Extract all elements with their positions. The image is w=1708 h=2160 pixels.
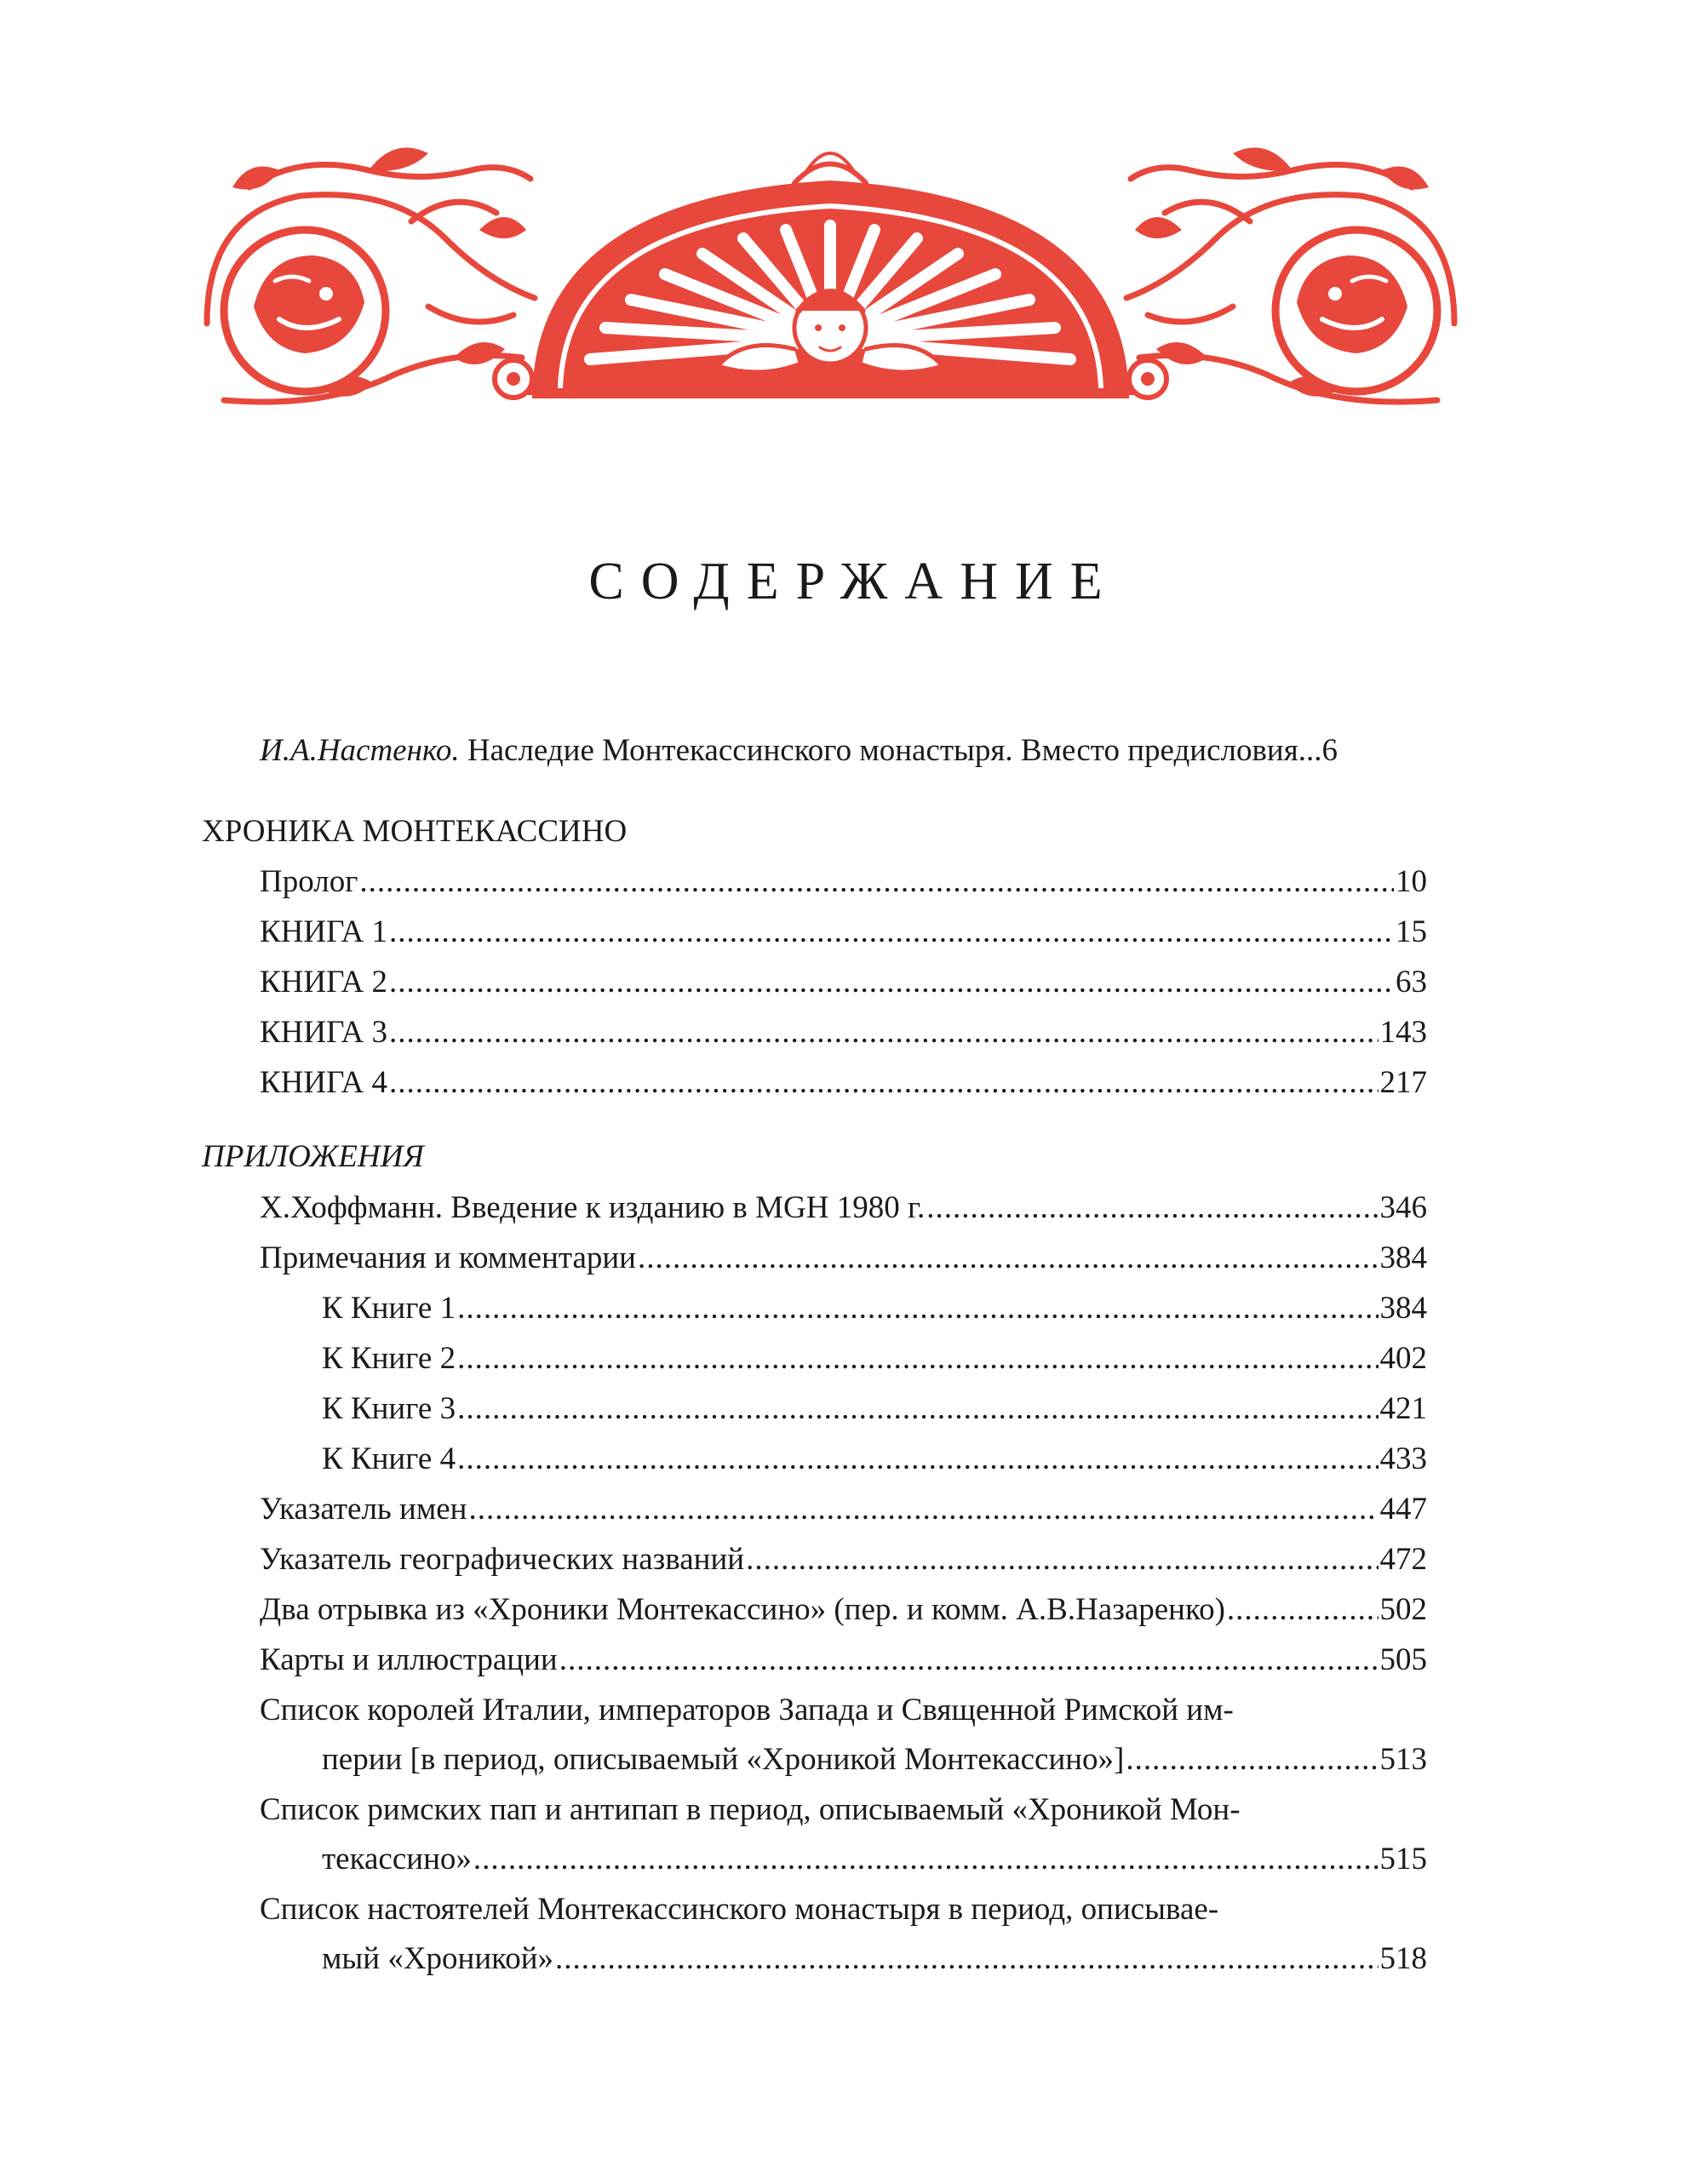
leader-dots	[746, 1535, 1378, 1584]
toc-entry-line1: Список настоятелей Монтекассинского монастыря в период, описывае-	[260, 1892, 1219, 1927]
toc-entry-page: 63	[1396, 965, 1427, 1000]
toc-entry-page: 143	[1379, 1015, 1427, 1050]
leader-dots	[359, 857, 1394, 907]
intro-text: Наследие Монтекассинского монастыря. Вместо предисловия	[459, 733, 1298, 768]
toc-entry-label: К Книге 3	[322, 1391, 456, 1426]
toc-entry-page: 505	[1379, 1642, 1427, 1677]
toc-entry-page: 502	[1379, 1592, 1427, 1627]
leader-dots	[1227, 1585, 1378, 1635]
leader-dots	[457, 1435, 1378, 1484]
intro-author: И.А.Настенко.	[260, 733, 460, 768]
leader-dots	[457, 1334, 1378, 1384]
leader-dots	[638, 1234, 1378, 1283]
toc-entry-label: КНИГА 4	[260, 1065, 387, 1100]
toc-entry-page: 518	[1379, 1941, 1427, 1976]
leader-dots	[468, 1485, 1378, 1534]
leader-dots	[389, 1058, 1378, 1108]
toc-entry-label: Х.Хоффманн. Введение к изданию в MGH 1980 г.	[260, 1190, 926, 1225]
leader-dots	[473, 1835, 1378, 1884]
section-heading-chronicle: ХРОНИКА МОНТЕКАССИНО	[202, 814, 628, 849]
toc-entry-label: мый «Хроникой»	[322, 1941, 554, 1976]
toc-entry-notes-book-1[interactable]	[322, 1284, 1427, 1333]
toc-entry-label: КНИГА 2	[260, 965, 387, 1000]
leader-dots	[389, 958, 1394, 1007]
toc-entry-book-3[interactable]	[260, 1008, 1427, 1057]
leader-dots	[926, 1183, 1378, 1233]
toc-entry-label: текассино»	[322, 1842, 472, 1876]
toc-entry-hoffmann[interactable]	[260, 1183, 1427, 1233]
leader-dots	[389, 1008, 1378, 1057]
toc-entry-page: 384	[1379, 1291, 1427, 1326]
toc-entry-label: Карты и иллюстрации	[260, 1642, 558, 1677]
toc-entry-line1: Список римских пап и антипап в период, описываемый «Хроникой Мон-	[260, 1792, 1241, 1827]
toc-entry-notes-book-2[interactable]	[322, 1334, 1427, 1384]
ornamental-headpiece	[198, 136, 1463, 409]
toc-entry-kings-list[interactable]	[260, 1686, 1427, 1785]
section-heading-appendices: ПРИЛОЖЕНИЯ	[202, 1139, 424, 1174]
toc-intro-entry[interactable]	[260, 732, 1338, 770]
toc-entry-label: К Книге 1	[322, 1291, 456, 1326]
toc-entry-notes-book-4[interactable]	[322, 1435, 1427, 1484]
toc-entry-page: 15	[1396, 914, 1427, 949]
leader-dots	[555, 1934, 1378, 1984]
toc-entry-label: Пролог	[260, 864, 358, 899]
toc-entry-label: К Книге 2	[322, 1341, 456, 1376]
toc-entry-label: Указатель географических названий	[260, 1542, 745, 1577]
toc-entry-page: 346	[1379, 1190, 1427, 1225]
toc-entry-abbots-list[interactable]	[260, 1885, 1427, 1984]
toc-entry-geo-index[interactable]	[260, 1535, 1427, 1584]
toc-entry-page: 10	[1396, 864, 1427, 899]
toc-entry-page: 472	[1379, 1542, 1427, 1577]
toc-entry-page: 402	[1379, 1341, 1427, 1376]
toc-entry-page: 447	[1379, 1492, 1427, 1527]
toc-entry-notes[interactable]	[260, 1234, 1427, 1283]
leader-dots	[389, 908, 1394, 957]
toc-entry-page: 217	[1379, 1065, 1427, 1100]
toc-entry-label: Два отрывка из «Хроники Монтекассино» (пер. и комм. А.В.Назаренко)	[260, 1592, 1225, 1627]
toc-entry-label: К Книге 4	[322, 1441, 456, 1476]
toc-entry-two-fragments[interactable]	[260, 1585, 1427, 1635]
toc-entry-page: 513	[1379, 1742, 1427, 1777]
toc-entry-page: 384	[1379, 1240, 1427, 1275]
toc-entry-label: КНИГА 3	[260, 1015, 387, 1050]
toc-entry-book-2[interactable]	[260, 958, 1427, 1007]
toc-entry-prologue[interactable]	[260, 857, 1427, 907]
toc-entry-label: КНИГА 1	[260, 914, 387, 949]
leader-dots	[559, 1636, 1378, 1685]
toc-entry-line1: Список королей Италии, императоров Запада и Священной Римской им-	[260, 1693, 1234, 1727]
toc-entry-page: 433	[1379, 1441, 1427, 1476]
toc-entry-name-index[interactable]	[260, 1485, 1427, 1534]
toc-entry-notes-book-3[interactable]	[322, 1384, 1427, 1434]
toc-entry-page: 421	[1379, 1391, 1427, 1426]
page-title: СОДЕРЖАНИЕ	[588, 553, 1120, 610]
leader-dots	[1126, 1735, 1378, 1785]
toc-entry-book-4[interactable]	[260, 1058, 1427, 1108]
leader-dots	[457, 1384, 1378, 1434]
intro-dots: ...	[1298, 733, 1322, 768]
toc-entry-label: Указатель имен	[260, 1492, 467, 1527]
toc-entry-maps[interactable]	[260, 1636, 1427, 1685]
toc-entry-book-1[interactable]	[260, 908, 1427, 957]
toc-entry-popes-list[interactable]	[260, 1785, 1427, 1884]
toc-entry-page: 515	[1379, 1842, 1427, 1876]
toc-entry-label: Примечания и комментарии	[260, 1240, 636, 1275]
toc-entry-label: перии [в период, описываемый «Хроникой Монтекассино»]	[322, 1742, 1125, 1777]
intro-page: 6	[1321, 733, 1338, 768]
leader-dots	[457, 1284, 1378, 1333]
